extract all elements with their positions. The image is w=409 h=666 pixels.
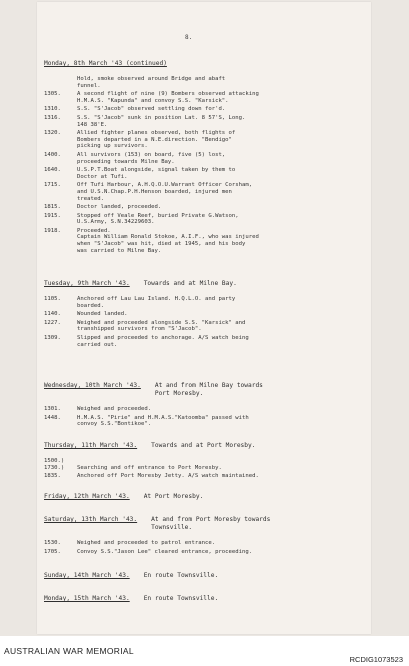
- section-date: Friday, 12th March '43.: [44, 493, 130, 500]
- entry-list: [44, 76, 362, 254]
- entry-time: 1915.: [44, 212, 61, 219]
- section-date: Monday, 15th March '43.: [44, 595, 130, 602]
- log-entry: [44, 458, 362, 471]
- section-saturday-13th: [44, 516, 362, 557]
- section-date: Sunday, 14th March '43.: [44, 572, 130, 579]
- section-monday-15th: [44, 595, 362, 603]
- entry-time: 1715.: [44, 182, 61, 189]
- entry-time: 1320.: [44, 130, 61, 137]
- entry-text: S.S. "S'Jacob" observed settling down for'd.: [77, 106, 226, 113]
- log-entry: [44, 473, 362, 480]
- entry-time: 1448.: [44, 414, 61, 421]
- entry-text: H.M.A.S. "Pirie" and H.M.A.S."Katoomba" passed with convoy S.S."Bontikoe".: [77, 414, 249, 428]
- section-wednesday-10th: [44, 382, 362, 430]
- entry-text: Anchored off Port Moresby Jetty. A/S watch maintained.: [77, 473, 259, 480]
- record-id: RCDIG1073523: [349, 655, 403, 664]
- log-entry: [44, 549, 362, 556]
- section-header: [44, 595, 362, 603]
- log-entry: [44, 130, 362, 150]
- entry-text: Slipped and proceeded to anchorage. A/S watch being carried out.: [77, 334, 249, 348]
- entry-text: Wounded landed.: [77, 311, 128, 318]
- archive-name: AUSTRALIAN WAR MEMORIAL: [4, 646, 134, 656]
- log-entry: [44, 167, 362, 180]
- entry-time: 1105.: [44, 296, 61, 302]
- entry-text: A second flight of nine (9) Bombers observed attacking H.M.A.S. "Kapunda" and convoy S.S. "Karsick".: [77, 91, 259, 104]
- entry-text: Convoy S.S."Jason Lee" cleared entrance, proceeding.: [77, 548, 253, 555]
- log-entry: [44, 76, 362, 89]
- entry-time: 1309.: [44, 334, 61, 341]
- log-entry: [44, 91, 362, 104]
- entry-text: Proceeded. Captain William Ronald Stokoe, A.I.F., who was injured when "S'Jacob" was hit, died at 1945, and his body was carried to Milne Bay.: [77, 227, 259, 254]
- section-header: [44, 382, 362, 398]
- section-destination: Towards and at Milne Bay.: [143, 280, 237, 287]
- section-sunday-14th: [44, 572, 362, 580]
- section-header: [44, 442, 362, 450]
- entry-text: U.S.P.T.Boat alongside, signal taken by them to Doctor at Tufi.: [77, 167, 236, 180]
- section-destination: En route Townsville.: [143, 572, 219, 579]
- entry-text: All survivors (153) on board, five (5) lost, proceeding towards Milne Bay.: [77, 151, 226, 165]
- page-number: 8.: [185, 34, 193, 41]
- log-entry: [44, 115, 362, 128]
- log-entry: [44, 228, 362, 254]
- entry-list: [44, 458, 362, 480]
- entry-time: 1400.: [44, 151, 61, 158]
- entry-time: 1530.: [44, 540, 61, 546]
- log-entry: [44, 204, 362, 211]
- log-entry: [44, 415, 362, 428]
- entry-text: Off Tufi Harbour, A.H.Q.O.U.Warrant Officer Corsham, and U.S.N.Chap.P.H.Henson boarded, injured men treated.: [77, 182, 253, 202]
- log-entry: [44, 213, 362, 226]
- entry-time: 1316.: [44, 114, 61, 121]
- entry-time: 1140.: [44, 311, 61, 318]
- section-monday-8th: [44, 60, 362, 256]
- section-date: Thursday, 11th March '43.: [44, 442, 138, 449]
- section-date: Tuesday, 9th March '43.: [44, 280, 130, 287]
- entry-time: 1640.: [44, 167, 61, 174]
- entry-time: 1310.: [44, 106, 61, 113]
- entry-time: 1305.: [44, 91, 61, 98]
- entry-time: 1705.: [44, 548, 61, 555]
- section-thursday-11th: [44, 442, 362, 482]
- section-date: Monday, 8th March '43 (continued): [44, 60, 167, 67]
- log-entry: [44, 335, 362, 348]
- entry-text: Weighed and proceeded alongside S.S. "Karsick" and transhipped survivors from "S'Jacob".: [77, 319, 246, 333]
- section-friday-12th: [44, 493, 362, 501]
- log-entry: [44, 182, 362, 202]
- entry-text: Weighed and proceeded to patrol entrance.: [77, 540, 216, 546]
- entry-list: [44, 296, 362, 348]
- section-date: Wednesday, 10th March '43.: [44, 382, 141, 389]
- section-destination: At and from Milne Bay towards Port Moresby.: [154, 382, 263, 397]
- log-entry: [44, 320, 362, 333]
- entry-time: 1815.: [44, 204, 61, 211]
- section-destination: At and from Port Moresby towards Townsville.: [151, 516, 271, 531]
- entry-text: Allied fighter planes observed, both flights of Bombers departed in a N.E.direction. "Bendigo" picking up survivors.: [77, 130, 236, 150]
- log-entry: [44, 311, 362, 318]
- entry-list: [44, 540, 362, 555]
- entry-time: 1301.: [44, 406, 61, 412]
- entry-time: [44, 76, 77, 89]
- entry-text: Hold, smoke observed around Bridge and abaft funnel.: [77, 76, 226, 89]
- entry-text: Weighed and proceeded.: [77, 406, 152, 412]
- log-entry: [44, 152, 362, 165]
- entry-time: 1500.) 1730.): [44, 458, 65, 471]
- entry-list: [44, 406, 362, 428]
- section-header: [44, 280, 362, 288]
- archive-footer: [0, 636, 409, 666]
- section-destination: En route Townsville.: [143, 595, 219, 602]
- entry-text: Stopped off Veale Reef, buried Private G.Watson, U.S.Army, S.N.34229603.: [77, 212, 239, 226]
- entry-text: S.S. "S'Jacob" sunk in position Lat. 8 57'S, Long. 148 38'E.: [77, 114, 246, 128]
- log-entry: [44, 106, 362, 113]
- entry-text: Anchored off Lau Lau Island. H.Q.L.O. and party boarded.: [77, 296, 236, 309]
- section-date: Saturday, 13th March '43.: [44, 516, 138, 523]
- entry-time: 1227.: [44, 319, 61, 326]
- section-header: [44, 493, 362, 501]
- section-header: [44, 516, 362, 532]
- entry-time: 1918.: [44, 227, 61, 234]
- section-destination: At Port Moresby.: [143, 493, 204, 500]
- log-entry: [44, 540, 362, 547]
- section-header: [44, 60, 362, 68]
- entry-time: 1835.: [44, 473, 61, 480]
- entry-text: Doctor landed, proceeded.: [77, 204, 162, 211]
- log-entry: [44, 296, 362, 309]
- section-destination: Towards and at Port Moresby.: [151, 442, 256, 449]
- log-entry: [44, 406, 362, 413]
- entry-text: Searching and off entrance to Port Moresby.: [77, 464, 222, 471]
- section-tuesday-9th: [44, 280, 362, 350]
- section-header: [44, 572, 362, 580]
